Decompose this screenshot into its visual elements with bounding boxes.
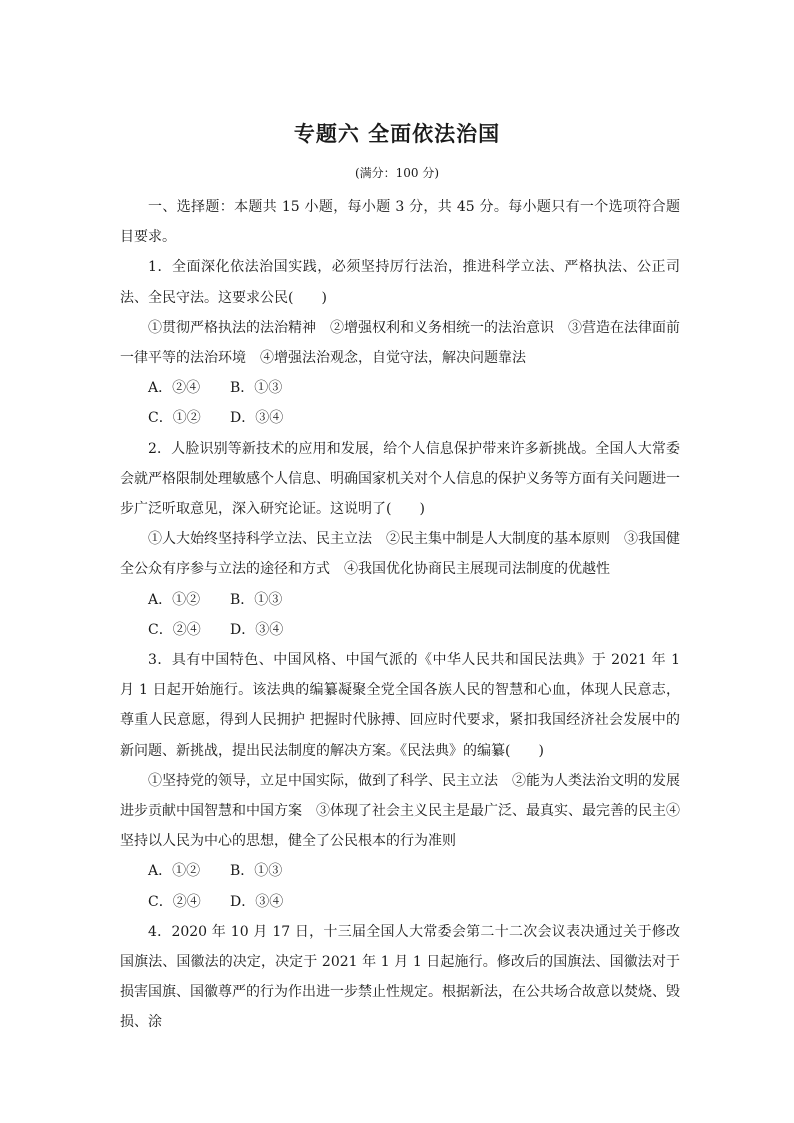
question-1-option-b: B．①③ [230,380,283,397]
question-3-options-row-1 [120,856,680,886]
question-content [120,192,680,1038]
question-3-option-c: C．②④ [148,893,201,910]
question-1-statements: ①贯彻严格执法的法治精神 ②增强权利和义务相统一的法治意识 ③营造在法律面前一律平等的法治环境 ④增强法治观念，自觉守法，解决问题靠法 [120,319,680,367]
question-1-options-row-1 [120,373,680,403]
question-2-option-a: A．①② [148,591,201,608]
question-2-statements: ①人大始终坚持科学立法、民主立法 ②民主集中制是人大制度的基本原则 ③我国健全公众有序参与立法的途径和方式 ④我国优化协商民主展现司法制度的优越性 [120,531,680,578]
question-3-option-b: B．①③ [230,863,283,880]
question-1-option-d: D．③④ [230,410,284,427]
question-3-option-a: A．①② [148,863,201,880]
full-score-note: (满分：100 分) [354,166,440,180]
question-2-option-b: B．①③ [230,591,283,608]
question-4-stem: 4．2020 年 10 月 17 日，十三届全国人大常委会第二十二次会议表决通过关于修改国旗法、国徽法的决定，决定于 2021 年 1 月 1 日起施行。修改后的国旗法、国徽法对于损害国旗、国徽尊严的行为作出进一步禁止性规定。根据新法，在公共场合故意以焚烧、毁损、涂 [120,923,680,1031]
question-1-option-c: C．①② [148,410,201,427]
page-title: 专题六 全面依法治国 [293,122,501,146]
question-2-options-row-2 [120,615,680,645]
question-3-options-row-2 [120,887,680,917]
question-2-options-row-1 [120,585,680,615]
question-2-option-c: C．②④ [148,621,201,638]
question-2-option-d: D．③④ [230,621,284,638]
question-2-stem: 2．人脸识别等新技术的应用和发展，给个人信息保护带来许多新挑战。全国人大常委会就严格限制处理敏感个人信息、明确国家机关对个人信息的保护义务等方面有关问题进一步广泛听取意见，深入研究论证。这说明了( ) [120,440,680,518]
question-3-stem: 3．具有中国特色、中国风格、中国气派的《中华人民共和国民法典》于 2021 年 1 月 1 日起开始施行。该法典的编纂凝聚全党全国各族人民的智慧和心血，体现人民意志，尊重人民意愿，得到人民拥护 把握时代脉搏、回应时代要求，紧扣我国经济社会发展中的新问题、新挑战，提出民法制度的解决方案。《民法典》的编纂( ) [120,652,680,759]
question-1-stem: 1．全面深化依法治国实践，必须坚持厉行法治，推进科学立法、严格执法、公正司法、全民守法。这要求公民( ) [120,259,680,306]
section-heading: 一、选择题：本题共 15 小题，每小题 3 分，共 45 分。每小题只有一个选项符合题目要求。 [120,199,680,246]
question-3-statements: ①坚持党的领导，立足中国实际，做到了科学、民主立法 ②能为人类法治文明的发展进步贡献中国智慧和中国方案 ③体现了社会主义民主是最广泛、最真实、最完善的民主④坚持以人民为中心的思想，健全了公民根本的行为准则 [120,772,680,850]
question-1-option-a: A．②④ [148,380,201,397]
question-3-option-d: D．③④ [230,893,284,910]
question-1-options-row-2 [120,403,680,433]
